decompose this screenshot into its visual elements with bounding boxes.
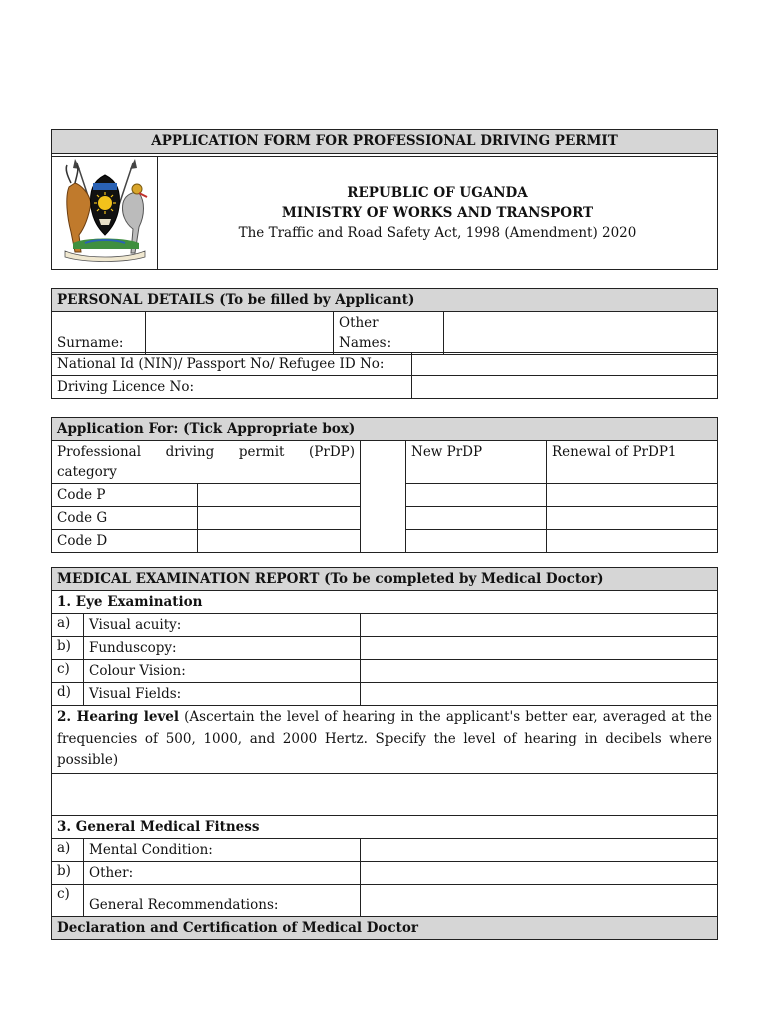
category-label: Professional driving permit (PrDP) category bbox=[52, 441, 361, 484]
visual-acuity-label: Visual acuity: bbox=[84, 614, 361, 637]
other-names-label bbox=[334, 312, 444, 355]
visual-fields-field[interactable] bbox=[361, 683, 718, 706]
other-names-label-line1: Other bbox=[339, 315, 379, 331]
driving-licence-input[interactable] bbox=[412, 376, 718, 399]
act-reference: The Traffic and Road Safety Act, 1998 (Amendment) 2020 bbox=[238, 225, 637, 241]
hearing-heading: 2. Hearing level bbox=[57, 709, 180, 725]
mental-condition-field[interactable] bbox=[361, 838, 718, 861]
ministry-heading: MINISTRY OF WORKS AND TRANSPORT bbox=[281, 205, 594, 221]
surname-label: Surname: bbox=[52, 312, 146, 355]
funduscopy-field[interactable] bbox=[361, 637, 718, 660]
code-d-label: Code D bbox=[52, 530, 198, 553]
eye-item-marker: a) bbox=[52, 614, 84, 637]
code-g-renewal-box[interactable] bbox=[547, 507, 718, 530]
other-names-label-line2: Names: bbox=[339, 335, 392, 351]
other-names-field[interactable] bbox=[444, 312, 718, 355]
mental-condition-label: Mental Condition: bbox=[84, 838, 361, 861]
surname-field[interactable] bbox=[146, 312, 334, 355]
general-item-marker: a) bbox=[52, 838, 84, 861]
other-field[interactable] bbox=[361, 861, 718, 884]
general-item-marker: b) bbox=[52, 861, 84, 884]
eye-item-marker: d) bbox=[52, 683, 84, 706]
hearing-level-text bbox=[52, 706, 718, 774]
personal-details-heading: PERSONAL DETAILS (To be filled by Applicant) bbox=[52, 289, 718, 312]
visual-acuity-field[interactable] bbox=[361, 614, 718, 637]
general-fitness-heading: 3. General Medical Fitness bbox=[52, 815, 718, 838]
code-p-new-box[interactable] bbox=[406, 484, 547, 507]
republic-heading: REPUBLIC OF UGANDA bbox=[347, 185, 528, 201]
colour-vision-label: Colour Vision: bbox=[84, 660, 361, 683]
personal-details-table bbox=[51, 288, 718, 355]
driving-licence-label: Driving Licence No: bbox=[52, 376, 412, 399]
renewal-prdp-label: Renewal of PrDP1 bbox=[547, 441, 718, 484]
eye-item-marker: c) bbox=[52, 660, 84, 683]
code-d-renewal-box[interactable] bbox=[547, 530, 718, 553]
code-g-field[interactable] bbox=[198, 507, 361, 530]
application-heading: Application For: (Tick Appropriate box) bbox=[52, 418, 718, 441]
application-table bbox=[51, 417, 718, 553]
visual-fields-label: Visual Fields: bbox=[84, 683, 361, 706]
national-id-label-row: National Id (NIN)/ Passport No/ Refugee ID No: bbox=[52, 353, 412, 376]
uganda-coat-of-arms-icon bbox=[55, 157, 155, 263]
general-recommendations-field[interactable] bbox=[361, 884, 718, 916]
national-id-input[interactable] bbox=[412, 353, 718, 376]
code-p-label: Code P bbox=[52, 484, 198, 507]
header-table bbox=[51, 129, 718, 270]
eye-exam-heading: 1. Eye Examination bbox=[52, 591, 718, 614]
emblem-cell bbox=[52, 157, 158, 270]
code-g-new-box[interactable] bbox=[406, 507, 547, 530]
colour-vision-field[interactable] bbox=[361, 660, 718, 683]
medical-table bbox=[51, 567, 718, 940]
code-g-label: Code G bbox=[52, 507, 198, 530]
eye-item-marker: b) bbox=[52, 637, 84, 660]
code-p-renewal-box[interactable] bbox=[547, 484, 718, 507]
medical-heading: MEDICAL EXAMINATION REPORT (To be completed by Medical Doctor) bbox=[52, 568, 718, 591]
hearing-level-field[interactable] bbox=[52, 773, 718, 815]
header-text-cell bbox=[158, 157, 718, 270]
personal-details-ids-table bbox=[51, 352, 718, 399]
funduscopy-label: Funduscopy: bbox=[84, 637, 361, 660]
new-prdp-label: New PrDP bbox=[406, 441, 547, 484]
general-recommendations-label: General Recommendations: bbox=[84, 884, 361, 916]
hearing-instructions: (Ascertain the level of hearing in the applicant's better ear, averaged at the frequencies of 500, 1000, and 2000 Hertz. Specify the level of hearing in decibels where possible) bbox=[57, 709, 712, 768]
declaration-heading: Declaration and Certification of Medical Doctor bbox=[52, 916, 718, 939]
code-d-field[interactable] bbox=[198, 530, 361, 553]
general-item-marker: c) bbox=[52, 884, 84, 916]
other-label: Other: bbox=[84, 861, 361, 884]
category-tick-box[interactable] bbox=[361, 441, 406, 553]
code-d-new-box[interactable] bbox=[406, 530, 547, 553]
code-p-field[interactable] bbox=[198, 484, 361, 507]
form-title: APPLICATION FORM FOR PROFESSIONAL DRIVING PERMIT bbox=[52, 130, 718, 154]
